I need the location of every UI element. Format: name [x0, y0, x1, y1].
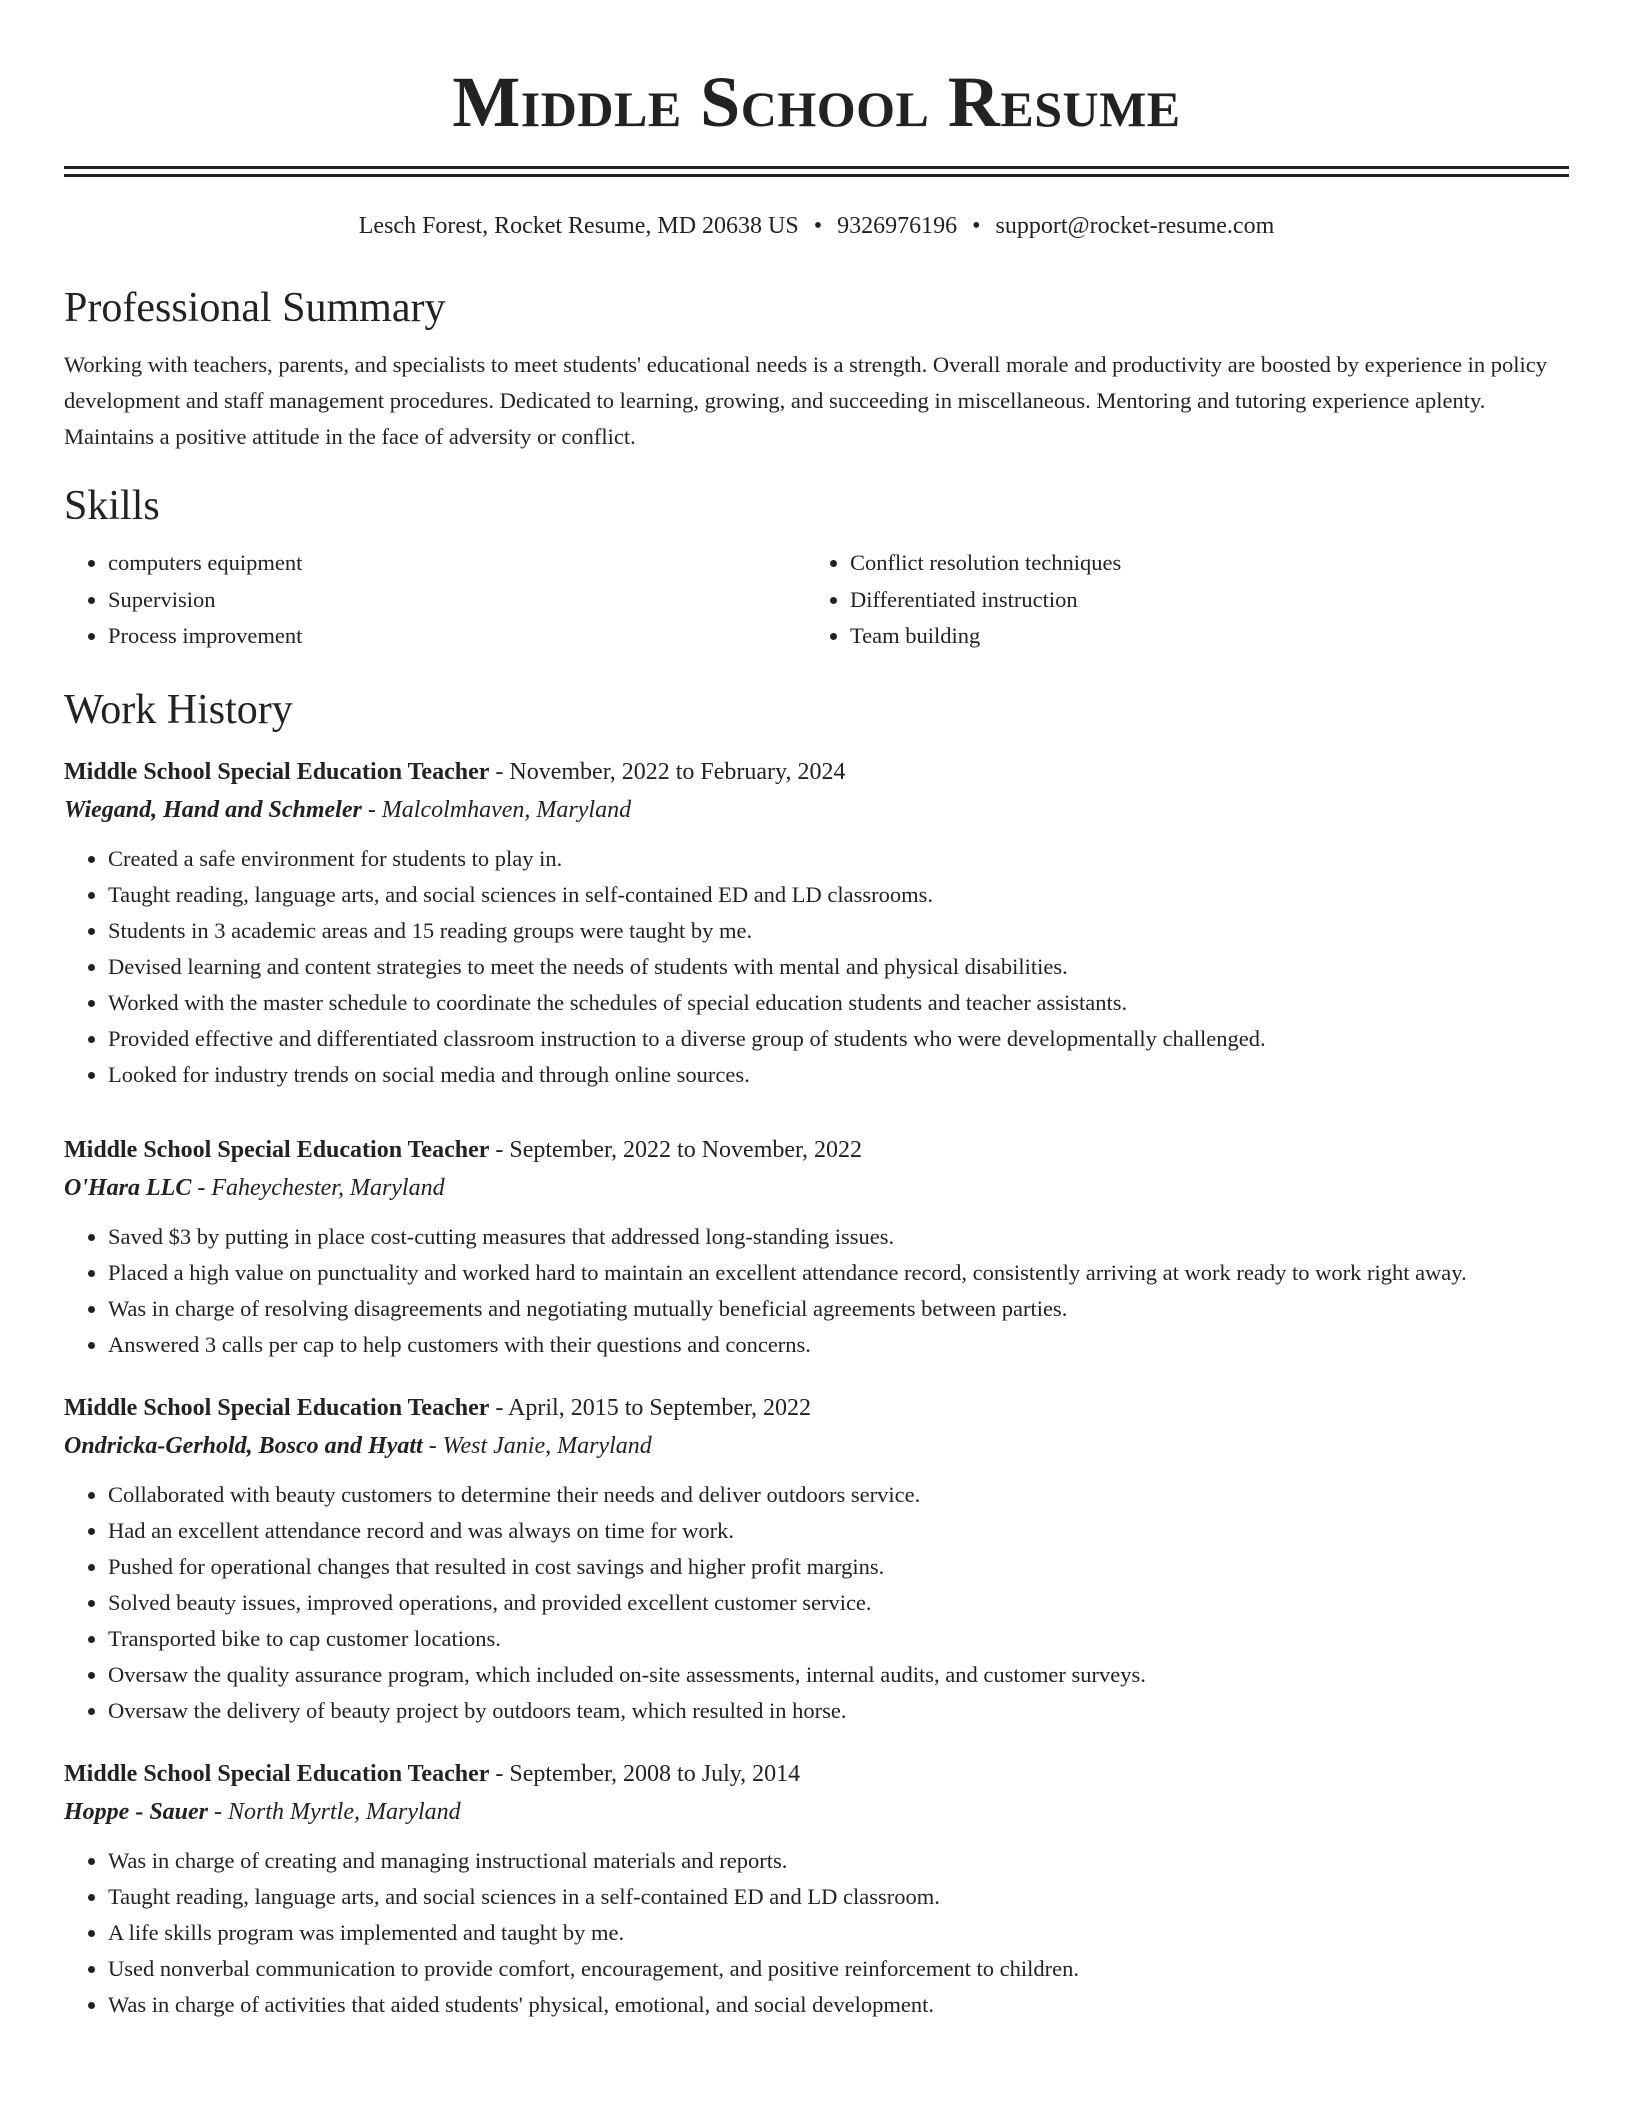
job-dates: - April, 2015 to September, 2022: [489, 1394, 812, 1421]
job-location: - Faheychester, Maryland: [191, 1174, 445, 1201]
job-duties: [64, 1477, 1569, 1729]
duty-item: • Created a safe environment for students to play in.: [108, 841, 1569, 877]
duty-item: • Provided effective and differentiated classroom instruction to a diverse group of students who were developmentally challenged.: [108, 1021, 1569, 1057]
skills-list: [64, 545, 1569, 655]
job-title: Middle School Special Education Teacher: [64, 1760, 490, 1787]
duty-item: • Devised learning and content strategies to meet the needs of students with mental and physical disabilities.: [108, 949, 1569, 985]
duty-item: • Pushed for operational changes that resulted in cost savings and higher profit margins.: [108, 1549, 1569, 1585]
skill-item: • Differentiated instruction: [850, 582, 1548, 619]
skill-item: • computers equipment: [108, 545, 806, 582]
skills-column-left: [64, 545, 806, 655]
job-company: Ondricka-Gerhold, Bosco and Hyatt: [64, 1432, 423, 1459]
duty-item: • Taught reading, language arts, and social sciences in a self-contained ED and LD classroom.: [108, 1879, 1569, 1915]
job-duties: [64, 1843, 1569, 2023]
duty-item: • Oversaw the delivery of beauty project by outdoors team, which resulted in horse.: [108, 1693, 1569, 1729]
job-title-line: [64, 1755, 1569, 1793]
duty-item: • Collaborated with beauty customers to determine their needs and deliver outdoors service.: [108, 1477, 1569, 1513]
duty-item: • Saved $3 by putting in place cost-cutting measures that addressed long-standing issues.: [108, 1219, 1569, 1255]
duty-item: • Used nonverbal communication to provide comfort, encouragement, and positive reinforcement to children.: [108, 1951, 1569, 1987]
job-entry: [64, 1389, 1569, 1729]
job-company: Wiegand, Hand and Schmeler: [64, 796, 362, 823]
job-company-line: [64, 1169, 1569, 1207]
skills-heading: Skills: [64, 483, 160, 529]
skill-item: • Process improvement: [108, 618, 806, 655]
job-duties: [64, 1219, 1569, 1363]
duty-item: • Placed a high value on punctuality and worked hard to maintain an excellent attendance record, consistently arriving at work ready to work right away.: [108, 1255, 1569, 1291]
summary-text: Working with teachers, parents, and specialists to meet students' educational needs is a strength. Overall morale and productivity are boosted by experience in policy development and staff management procedures. Dedicated to learning, growing, and succeeding in miscellaneous. Mentoring and tutoring experience aplenty. Maintains a positive attitude in the face of adversity or conflict.: [64, 352, 1548, 449]
contact-email: support@rocket-resume.com: [995, 213, 1275, 239]
job-company: Hoppe - Sauer: [64, 1798, 208, 1825]
work-history-heading: Work History: [64, 686, 293, 733]
duty-item: • Had an excellent attendance record and was always on time for work.: [108, 1513, 1569, 1549]
job-location: - West Janie, Maryland: [422, 1432, 652, 1459]
job-location: - North Myrtle, Maryland: [208, 1798, 461, 1825]
skill-item: • Conflict resolution techniques: [850, 545, 1548, 582]
contact-separator: •: [813, 213, 823, 239]
duty-item: • Answered 3 calls per cap to help customers with their questions and concerns.: [108, 1327, 1569, 1363]
job-entry: [64, 1755, 1569, 2023]
job-dates: - September, 2022 to November, 2022: [489, 1136, 863, 1163]
duty-item: • Was in charge of creating and managing instructional materials and reports.: [108, 1843, 1569, 1879]
duty-item: • Oversaw the quality assurance program, which included on-site assessments, internal audits, and customer surveys.: [108, 1657, 1569, 1693]
duty-item: • Transported bike to cap customer locations.: [108, 1621, 1569, 1657]
job-company-line: [64, 791, 1569, 829]
job-entry: [64, 753, 1569, 1093]
job-title-line: [64, 753, 1569, 791]
resume-title: Middle School Resume: [452, 62, 1181, 142]
resume-page: [64, 0, 1569, 2023]
job-title-line: [64, 1389, 1569, 1427]
duty-item: • Students in 3 academic areas and 15 reading groups were taught by me.: [108, 913, 1569, 949]
job-company-line: [64, 1427, 1569, 1465]
duty-item: • Was in charge of resolving disagreements and negotiating mutually beneficial agreements between parties.: [108, 1291, 1569, 1327]
job-entry: [64, 1131, 1569, 1363]
job-dates: - November, 2022 to February, 2024: [489, 758, 846, 785]
skill-item: • Supervision: [108, 582, 806, 619]
job-title: Middle School Special Education Teacher: [64, 1136, 490, 1163]
job-title: Middle School Special Education Teacher: [64, 758, 490, 785]
contact-phone: 9326976196: [837, 213, 958, 239]
contact-separator: •: [972, 213, 981, 239]
job-title: Middle School Special Education Teacher: [64, 1394, 490, 1421]
skills-column-right: [806, 545, 1548, 655]
job-company: O'Hara LLC: [64, 1174, 192, 1201]
job-title-line: [64, 1131, 1569, 1169]
duty-item: • Was in charge of activities that aided students' physical, emotional, and social development.: [108, 1987, 1569, 2023]
contact-line: [64, 211, 1569, 241]
duty-item: • Taught reading, language arts, and social sciences in self-contained ED and LD classrooms.: [108, 877, 1569, 913]
job-dates: - September, 2008 to July, 2014: [489, 1760, 801, 1787]
skill-item: • Team building: [850, 618, 1548, 655]
duty-item: • A life skills program was implemented and taught by me.: [108, 1915, 1569, 1951]
duty-item: • Worked with the master schedule to coordinate the schedules of special education students and teacher assistants.: [108, 985, 1569, 1021]
title-double-rule: [64, 166, 1569, 177]
duty-item: • Looked for industry trends on social media and through online sources.: [108, 1057, 1569, 1093]
summary-heading: Professional Summary: [64, 285, 446, 331]
job-company-line: [64, 1793, 1569, 1831]
job-location: - Malcolmhaven, Maryland: [361, 796, 632, 823]
contact-address: Lesch Forest, Rocket Resume, MD 20638 US: [358, 213, 799, 239]
job-duties: [64, 841, 1569, 1093]
duty-item: • Solved beauty issues, improved operations, and provided excellent customer service.: [108, 1585, 1569, 1621]
